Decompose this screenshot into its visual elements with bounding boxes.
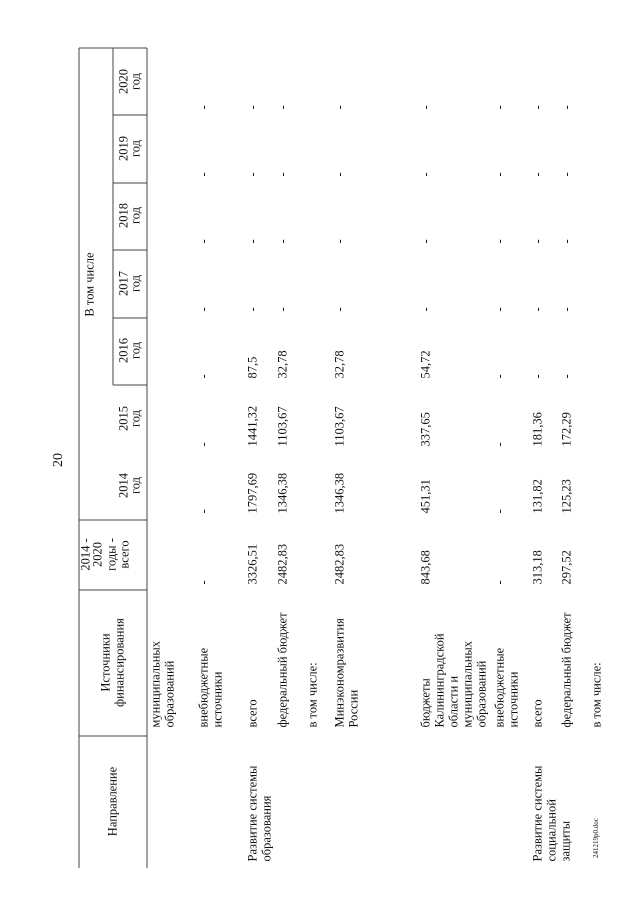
row-value-2-3: - xyxy=(245,307,260,312)
header-total-4: всего xyxy=(117,540,132,569)
row-value-3-1: 1103,67 xyxy=(275,406,290,447)
row-value-7-5: - xyxy=(492,172,507,177)
header-year-2019: 2019 xyxy=(116,136,131,161)
row-total-9: 297,52 xyxy=(559,550,574,585)
header-year-label-5: год xyxy=(128,139,143,158)
row-value-7-4: - xyxy=(492,239,507,244)
row-value-8-1: 181,36 xyxy=(530,412,545,447)
row-value-3-3: - xyxy=(275,307,290,312)
row-value-6-2: 54,72 xyxy=(418,350,433,379)
header-year-2018: 2018 xyxy=(116,203,131,228)
row-total-5: 2482,83 xyxy=(332,543,347,585)
row-value-1-1: - xyxy=(196,442,211,447)
row-source-0: образований xyxy=(162,660,177,728)
row-source-6: Калининградской xyxy=(432,633,447,728)
row-value-3-0: 1346,38 xyxy=(275,472,290,514)
header-year-label-0: год xyxy=(128,476,143,495)
row-source-7: источники xyxy=(506,671,521,728)
row-value-9-2: - xyxy=(559,374,574,379)
row-value-3-6: - xyxy=(275,105,290,110)
row-value-3-4: - xyxy=(275,239,290,244)
row-value-8-4: - xyxy=(530,239,545,244)
row-value-1-0: - xyxy=(196,509,211,514)
document-id: 241219р0.doc xyxy=(592,818,600,858)
row-value-9-1: 172,29 xyxy=(559,412,574,447)
header-year-2014: 2014 xyxy=(116,473,131,498)
row-value-2-4: - xyxy=(245,239,260,244)
row-source-1: внебюджетные xyxy=(196,647,211,728)
row-value-2-6: - xyxy=(245,105,260,110)
row-source-10: в том числе: xyxy=(589,662,604,728)
row-value-9-5: - xyxy=(559,172,574,177)
row-source-1: источники xyxy=(210,671,225,728)
row-source-5: России xyxy=(346,689,361,728)
row-value-7-1: - xyxy=(492,442,507,447)
row-value-7-6: - xyxy=(492,105,507,110)
row-direction-8: защиты xyxy=(558,820,573,862)
row-value-1-5: - xyxy=(196,172,211,177)
row-value-5-0: 1346,38 xyxy=(332,472,347,514)
row-value-8-6: - xyxy=(530,105,545,110)
row-source-7: внебюджетные xyxy=(492,647,507,728)
row-value-7-3: - xyxy=(492,307,507,312)
row-value-6-4: - xyxy=(418,239,433,244)
header-total-2: 2020 xyxy=(90,542,105,567)
row-value-6-6: - xyxy=(418,105,433,110)
row-value-8-3: - xyxy=(530,307,545,312)
row-value-6-3: - xyxy=(418,307,433,312)
row-value-2-2: 87,5 xyxy=(245,356,260,379)
row-value-9-0: 125,23 xyxy=(559,479,574,514)
row-value-8-0: 131,82 xyxy=(530,479,545,514)
header-year-2017: 2017 xyxy=(116,271,131,296)
row-value-2-1: 1441,32 xyxy=(245,405,260,447)
row-total-6: 843,68 xyxy=(418,550,433,585)
header-total-1: 2014 - xyxy=(78,538,93,571)
row-value-2-5: - xyxy=(245,172,260,177)
row-value-1-4: - xyxy=(196,239,211,244)
row-total-2: 3326,51 xyxy=(245,543,260,585)
row-value-1-6: - xyxy=(196,105,211,110)
row-source-0: муниципальных xyxy=(148,640,163,728)
row-total-3: 2482,83 xyxy=(275,543,290,585)
row-source-3: федеральный бюджет xyxy=(275,612,290,728)
row-source-8: всего xyxy=(530,699,545,728)
header-year-label-4: год xyxy=(128,206,143,225)
row-value-7-0: - xyxy=(492,509,507,514)
row-value-3-2: 32,78 xyxy=(275,350,290,379)
row-source-4: в том числе: xyxy=(305,662,320,728)
row-total-1: - xyxy=(196,580,211,585)
row-source-2: всего xyxy=(245,699,260,728)
row-source-6: образований xyxy=(474,660,489,728)
row-source-9: федеральный бюджет xyxy=(559,612,574,728)
row-value-3-5: - xyxy=(275,172,290,177)
row-source-6: бюджеты xyxy=(418,678,433,728)
row-value-5-1: 1103,67 xyxy=(332,406,347,447)
header-year-label-6: год xyxy=(128,72,143,91)
row-value-5-4: - xyxy=(332,239,347,244)
row-value-9-4: - xyxy=(559,239,574,244)
row-value-6-0: 451,31 xyxy=(418,479,433,514)
row-value-1-2: - xyxy=(196,374,211,379)
row-source-6: муниципальных xyxy=(460,640,475,728)
header-year-label-1: год xyxy=(128,409,143,428)
row-value-5-3: - xyxy=(332,307,347,312)
row-value-5-2: 32,78 xyxy=(332,350,347,379)
header-year-label-2: год xyxy=(128,341,143,360)
row-value-5-5: - xyxy=(332,172,347,177)
header-year-2016: 2016 xyxy=(116,338,131,363)
row-direction-8: социальной xyxy=(544,799,559,862)
row-source-6: области и xyxy=(446,675,461,728)
header-year-2015: 2015 xyxy=(116,406,131,431)
row-source-5: Минэкономразвития xyxy=(332,618,347,728)
row-value-6-5: - xyxy=(418,172,433,177)
row-value-2-0: 1797,69 xyxy=(245,472,260,514)
row-value-6-1: 337,65 xyxy=(418,412,433,447)
header-year-label-3: год xyxy=(128,274,143,293)
row-value-1-3: - xyxy=(196,307,211,312)
row-value-7-2: - xyxy=(492,374,507,379)
row-value-8-2: - xyxy=(530,374,545,379)
row-value-5-6: - xyxy=(332,105,347,110)
row-value-9-6: - xyxy=(559,105,574,110)
page-number: 20 xyxy=(51,453,66,467)
header-sources-1: Источники xyxy=(98,633,113,692)
header-sources-2: финансирования xyxy=(112,618,127,707)
row-total-8: 313,18 xyxy=(530,550,545,585)
header-including: В том числе xyxy=(82,252,97,317)
row-value-9-3: - xyxy=(559,307,574,312)
row-direction-8: Развитие системы xyxy=(530,765,545,862)
header-direction: Направление xyxy=(105,766,120,837)
row-direction-2: образования xyxy=(259,795,274,862)
header-year-2020: 2020 xyxy=(116,69,131,94)
row-value-8-5: - xyxy=(530,172,545,177)
row-total-7: - xyxy=(492,580,507,585)
row-direction-2: Развитие системы xyxy=(245,765,260,862)
header-total-3: годы - xyxy=(104,538,119,571)
